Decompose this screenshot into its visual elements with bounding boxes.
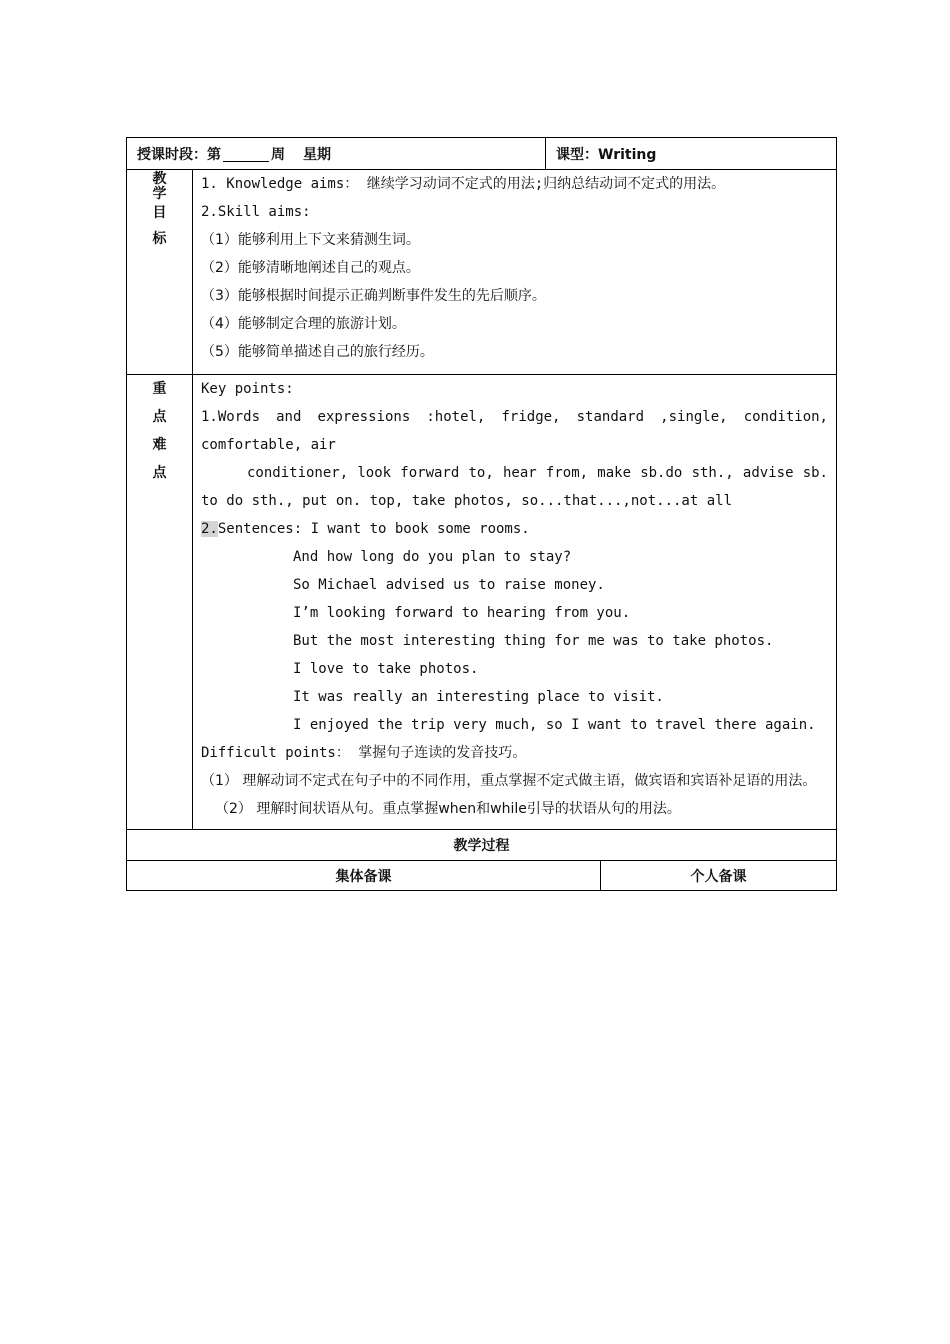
difficult-text: 掌握句子连读的发音技巧。 [358, 745, 527, 761]
process-title: 教学过程 [453, 838, 510, 854]
period-prefix: 授课时段：第 [137, 146, 221, 163]
week-label: 周 [271, 146, 285, 163]
objectives-row [127, 170, 836, 375]
word: and [276, 409, 302, 425]
lesson-plan-table [126, 137, 837, 891]
word: hear [503, 465, 537, 481]
difficult-point-1: （1） 理解动词不定式在句子中的不同作用，重点掌握不定式做主语，做宾语和宾语补足语的用法。 [201, 773, 817, 789]
lesson-type-cell [546, 138, 836, 169]
word: :hotel, [426, 409, 486, 425]
word: to, [468, 465, 494, 481]
word: look [357, 465, 392, 481]
period-cell [127, 138, 546, 169]
side-char: 标 [152, 231, 167, 247]
group-planning-label: 集体备课 [127, 861, 601, 890]
personal-planning-label: 个人备课 [690, 868, 747, 885]
sentence-line: I love to take photos. [293, 661, 479, 677]
header-row [127, 138, 836, 170]
keypoints-title: Key points: [201, 381, 294, 397]
sentence-line: So Michael advised us to raise money. [293, 577, 605, 593]
side-char: 点 [152, 465, 167, 481]
word: make [597, 465, 631, 481]
weekday-label: 星期 [303, 146, 331, 163]
word: expressions [317, 409, 411, 425]
sentences-line [201, 515, 828, 543]
word: standard [576, 409, 645, 425]
objective-line: （2）能够清晰地阐述自己的观点。 [201, 260, 420, 276]
keypoints-row [127, 375, 836, 830]
objectives-content [193, 170, 836, 374]
keypoints-content [193, 375, 836, 829]
sentence-line: It was really an interesting place to visit. [293, 689, 664, 705]
word: advise [742, 465, 794, 481]
words-line: comfortable, air [201, 437, 336, 453]
side-char: 目 [152, 205, 167, 221]
words-line [201, 403, 828, 431]
word: forward [400, 465, 460, 481]
sentences-number: 2. [201, 521, 218, 537]
objective-line: 1. Knowledge aims： 继续学习动词不定式的用法;归纳总结动词不定式的用法。 [201, 176, 726, 192]
word: condition, [743, 409, 828, 425]
side-char: 难 [152, 437, 167, 453]
word: fridge, [501, 409, 561, 425]
word: ,single, [660, 409, 728, 425]
sentences-first: Sentences: I want to book some rooms. [217, 521, 530, 537]
sentence-line: But the most interesting thing for me was to take photos. [293, 633, 774, 649]
side-char: 学 [152, 186, 167, 202]
side-char: 重 [152, 381, 167, 397]
word: 1.Words [201, 409, 261, 425]
difficult-title-line [201, 739, 828, 767]
difficult-title: Difficult points： [201, 745, 350, 761]
objectives-label [127, 170, 193, 374]
word: sb. [802, 465, 828, 481]
words-line: to do sth., put on. top, take photos, so...that...,not...at all [201, 493, 733, 509]
words-line [201, 459, 828, 487]
difficult-point-2: （2） 理解时间状语从句。重点掌握when和while引导的状语从句的用法。 [215, 801, 681, 817]
side-char: 点 [152, 409, 167, 425]
word: conditioner, [247, 465, 349, 481]
objective-line: （4）能够制定合理的旅游计划。 [201, 316, 406, 332]
objective-line: （1）能够利用上下文来猜测生词。 [201, 232, 420, 248]
word: sth., [691, 465, 734, 481]
week-blank [223, 146, 269, 162]
objective-line: （3）能够根据时间提示正确判断事件发生的先后顺序。 [201, 288, 546, 304]
process-title-row [127, 830, 836, 861]
sentence-line: I enjoyed the trip very much, so I want to travel there again. [293, 717, 816, 733]
lesson-type: 课型：Writing [556, 146, 657, 163]
word: sb.do [640, 465, 683, 481]
sentence-line: And how long do you plan to stay? [293, 549, 572, 565]
objective-line: （5）能够简单描述自己的旅行经历。 [201, 344, 434, 360]
word: from, [545, 465, 589, 481]
side-char: 教 [152, 171, 167, 187]
process-columns-row [127, 861, 836, 890]
objective-line: 2.Skill aims: [201, 204, 311, 220]
sentence-line: I’m looking forward to hearing from you. [293, 605, 631, 621]
keypoints-label [127, 375, 193, 829]
